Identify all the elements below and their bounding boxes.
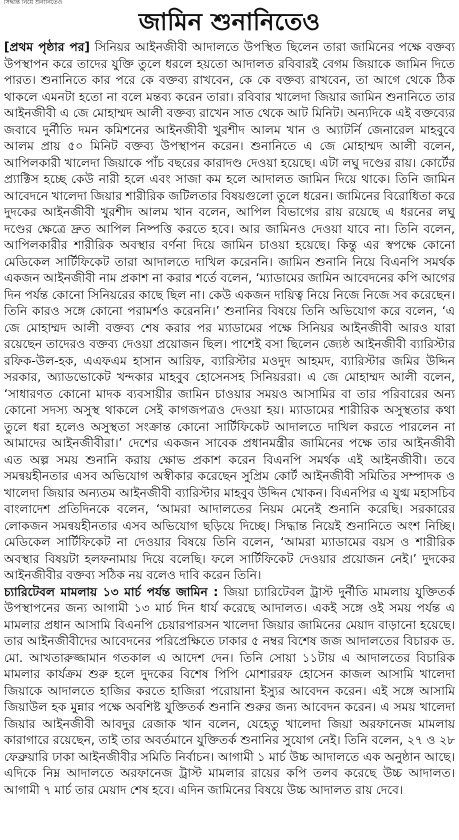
article-paragraph-1 <box>4 39 455 584</box>
article-paragraph-2 <box>4 584 455 799</box>
article-body <box>4 39 455 837</box>
continuation-label: [প্রথম পৃষ্ঠার পর] <box>4 40 90 54</box>
subheading-charitable-case: চ্যারিটেবল মামলায় ১৩ মার্চ পর্যন্ত জামিন : <box>4 584 219 599</box>
previous-article-tail: সিদ্ধান্ত নিয়ে শুনানিতেও <box>4 0 63 6</box>
article-headline: জামিন শুনানিতেও <box>138 8 321 36</box>
paragraph-1-text: সিনিয়র আইনজীবী আদালতে উপস্থিত ছিলেন তারা জামিনের পক্ষে বক্তব্য উপস্থাপন করে তাদের যুক্তি তুলে ধরলে হয়তো আদালত রবিবারই বেগম জিয়াকে জামিন দিতে পারত। শুনানিতে কার পরে কে বক্তব্য রাখবেন, কে কে বক্তব্য রাখবেন, তা আগে থেকে ঠিক থাকলে এমনটা হতো না বলে মন্তব্য করেন তারা। রবিবার খালেদা জিয়ার জামিন শুনানিতে তার আইনজীবী এ জে মোহাম্মদ আলী বক্তব্য রাখেন সাত থেকে আট মিনিট। অন্যদিকে এই বক্তব্যের জবাবে দুর্নীতি দমন কমিশনের আইনজীবী খুরশীদ আলম খান ও অ্যাটর্নি জেনারেল মাহবুবে আলম প্রায় ৫০ মিনিট বক্তব্য উপস্থাপন করেন। শুনানিতে এ জে মোহাম্মদ আলী বলেন, আপিলকারী খালেদা জিয়াকে পাঁচ বছরের কারাদণ্ড দেওয়া হয়েছে। এটা লঘু দণ্ডের রায়। কোর্টের প্র্যাক্টিস হচ্ছে কেউ নারী হলে এবং সাজা কম হলে আদালত জামিন দিয়ে থাকে। তিনি জামিন আবেদনে খালেদা জিয়ার শারীরিক জটিলতার বিষয়গুলো তুলে ধরেন। জামিনের বিরোধিতা করে দুদকের আইনজীবী খুরশীদ আলম খান বলেন, আপিল বিভাগের রায় রয়েছে এ ধরনের লঘু দণ্ডের ক্ষেত্রে দ্রুত আপিল নিষ্পত্তি করতে হবে। আর জামিনও দেওয়া যাবে না। তিনি বলেন, আপিলকারীর শারীরিক অবস্থার বর্ণনা দিয়ে জামিন চাওয়া হয়েছে। কিন্তু এর স্বপক্ষে কোনো মেডিকেল সার্টিফিকেট তারা আদালতে দাখিল করেননি। জামিন শুনানি নিয়ে বিএনপি সমর্থক একজন আইনজীবী নাম প্রকাশ না করার শর্তে বলেন, ‘ম্যাডামের জামিন আবেদনের কপি আগের দিন পর্যন্ত কোনো সিনিয়রের কাছে ছিল না। কেউ একজন দায়িত্ব নিয়ে নিজে নিজে সব করেছেন। তিনি কারও সঙ্গে কোনো পরামর্শও করেননি।’ শুনানির বিষয়ে তিনি অভিযোগ করে বলেন, ‘এ জে মোহাম্মদ আলী বক্তব্য শেষ করার পর ম্যাডামের পক্ষে সিনিয়র আইনজীবী আরও যারা রয়েছেন তাদেরও বক্তব্য দেওয়া প্রয়োজন ছিল। পাশেই বসা ছিলেন জ্যেষ্ঠ আইনজীবী ব্যারিস্টার রফিক-উল-হক, এএফএম হাসান আরিফ, ব্যারিস্টার মওদুদ আহমদ, ব্যারিস্টার জমির উদ্দিন সরকার, অ্যাডভোকেট খন্দকার মাহবুব হোসেনসহ সিনিয়ররা। এ জে মোহাম্মদ আলী বলেন, ‘সাধারণত কোনো মাদক ব্যবসায়ীর জামিন চাওয়ার সময়ও আসামির বা তার পরিবারের অন্য কোনো সদস্য অসুস্থ থাকলে সেই কাগজপত্রও দেওয়া হয়। ম্যাডামের শারীরিক অসুস্থতার কথা তুলে ধরা হলেও অসুস্থতা সংক্রান্ত কোনো সার্টিফিকেট আদালতে দাখিল করতে পারলেন না আমাদের আইনজীবীরা।’ দেশের একজন সাবেক প্রধানমন্ত্রীর জামিনের পক্ষে তার আইনজীবী এত অল্প সময় শুনানি করায় ক্ষোভ প্রকাশ করেন বিএনপি সমর্থক এই আইনজীবী। তবে সমন্বয়হীনতার এসব অভিযোগ অস্বীকার করেছেন সুপ্রিম কোর্ট আইনজীবী সমিতির সম্পাদক ও খালেদা জিয়ার অন্যতম আইনজীবী ব্যারিস্টার মাহবুব উদ্দিন খোকন। বিএনপির এ যুগ্ম মহাসচিব বাংলাদেশ প্রতিদিনকে বলেন, ‘আমরা আদালতের নিয়ম মেনেই শুনানি করেছি। সরকারের লোকজন সমন্বয়হীনতার এসব অভিযোগ ছড়িয়ে দিচ্ছে। সিদ্ধান্ত নিয়েই শুনানিতে অংশ নিচ্ছি। মেডিকেল সার্টিফিকেট না দেওয়ার বিষয়ে তিনি বলেন, ‘আমরা ম্যাডামের বয়স ও শারীরিক অবস্থার বিষয়টা হলফনামায় দিয়ে বলেছি। ফলে সার্টিফিকেট দেওয়ার প্রয়োজন নেই।’ দুদকের আইনজীবীর বক্তব্য সঠিক নয় বলেও দাবি করেন তিনি। <box>4 40 455 582</box>
paragraph-2-text: জিয়া চ্যারিটেবল ট্রাস্ট দুর্নীতি মামলায় যুক্তিতর্ক উপস্থাপনের জন্য আগামী ১৩ মার্চ দিন ধার্য করেছে আদালত। একই সঙ্গে ওই সময় পর্যন্ত এ মামলার প্রধান আসামি বিএনপি চেয়ারপারসন খালেদা জিয়ার জামিনের মেয়াদ বাড়ানো হয়েছে। তার আইনজীবীদের আবেদনের পরিপ্রেক্ষিতে ঢাকার ৫ নম্বর বিশেষ জজ আদালতের বিচারক ড. মো. আখতারুজ্জামান গতকাল এ আদেশ দেন। তিনি সোয়া ১১টায় এ আদালতের বিচারিক মামলার কার্যক্রম শুরু হলে দুদকের বিশেষ পিপি মোশাররফ হোসেন কাজল আসামি খালেদা জিয়াকে আদালতে হাজির করতে হাজিরা পরোয়ানা ইস্যুর আবেদন করেন। এই সঙ্গে আসামি জিয়াউল হক মুন্নার পক্ষে অবশিষ্ট যুক্তিতর্ক শুনানি শুরুর জন্য আবেদন করেন। এ সময় খালেদা জিয়ার আইনজীবী আবদুর রেজাক খান বলেন, যেহেতু খালেদা জিয়া অরফানেজ মামলায় কারাগারে রয়েছেন, তাই তার অবর্তমানে যুক্তিতর্ক শুনানির সুযোগ নেই। তিনি বলেন, ২৭ ও ২৮ ফেব্রুয়ারি ঢাকা আইনজীবীর সমিতি নির্বাচন। আগামী ১ মার্চ উচ্চ আদালতে এক অনুষ্ঠান আছে। এদিকে নিম্ন আদালতে অরফানেজ ট্রাস্ট মামলার রায়ের কপি তলব করেছে উচ্চ আদালত। আগামী ৭ মার্চ তার মেয়াদ শেষ হবে। এদিন জামিনের বিষয়ে উচ্চ আদালত রায় দেবে। <box>4 584 455 797</box>
